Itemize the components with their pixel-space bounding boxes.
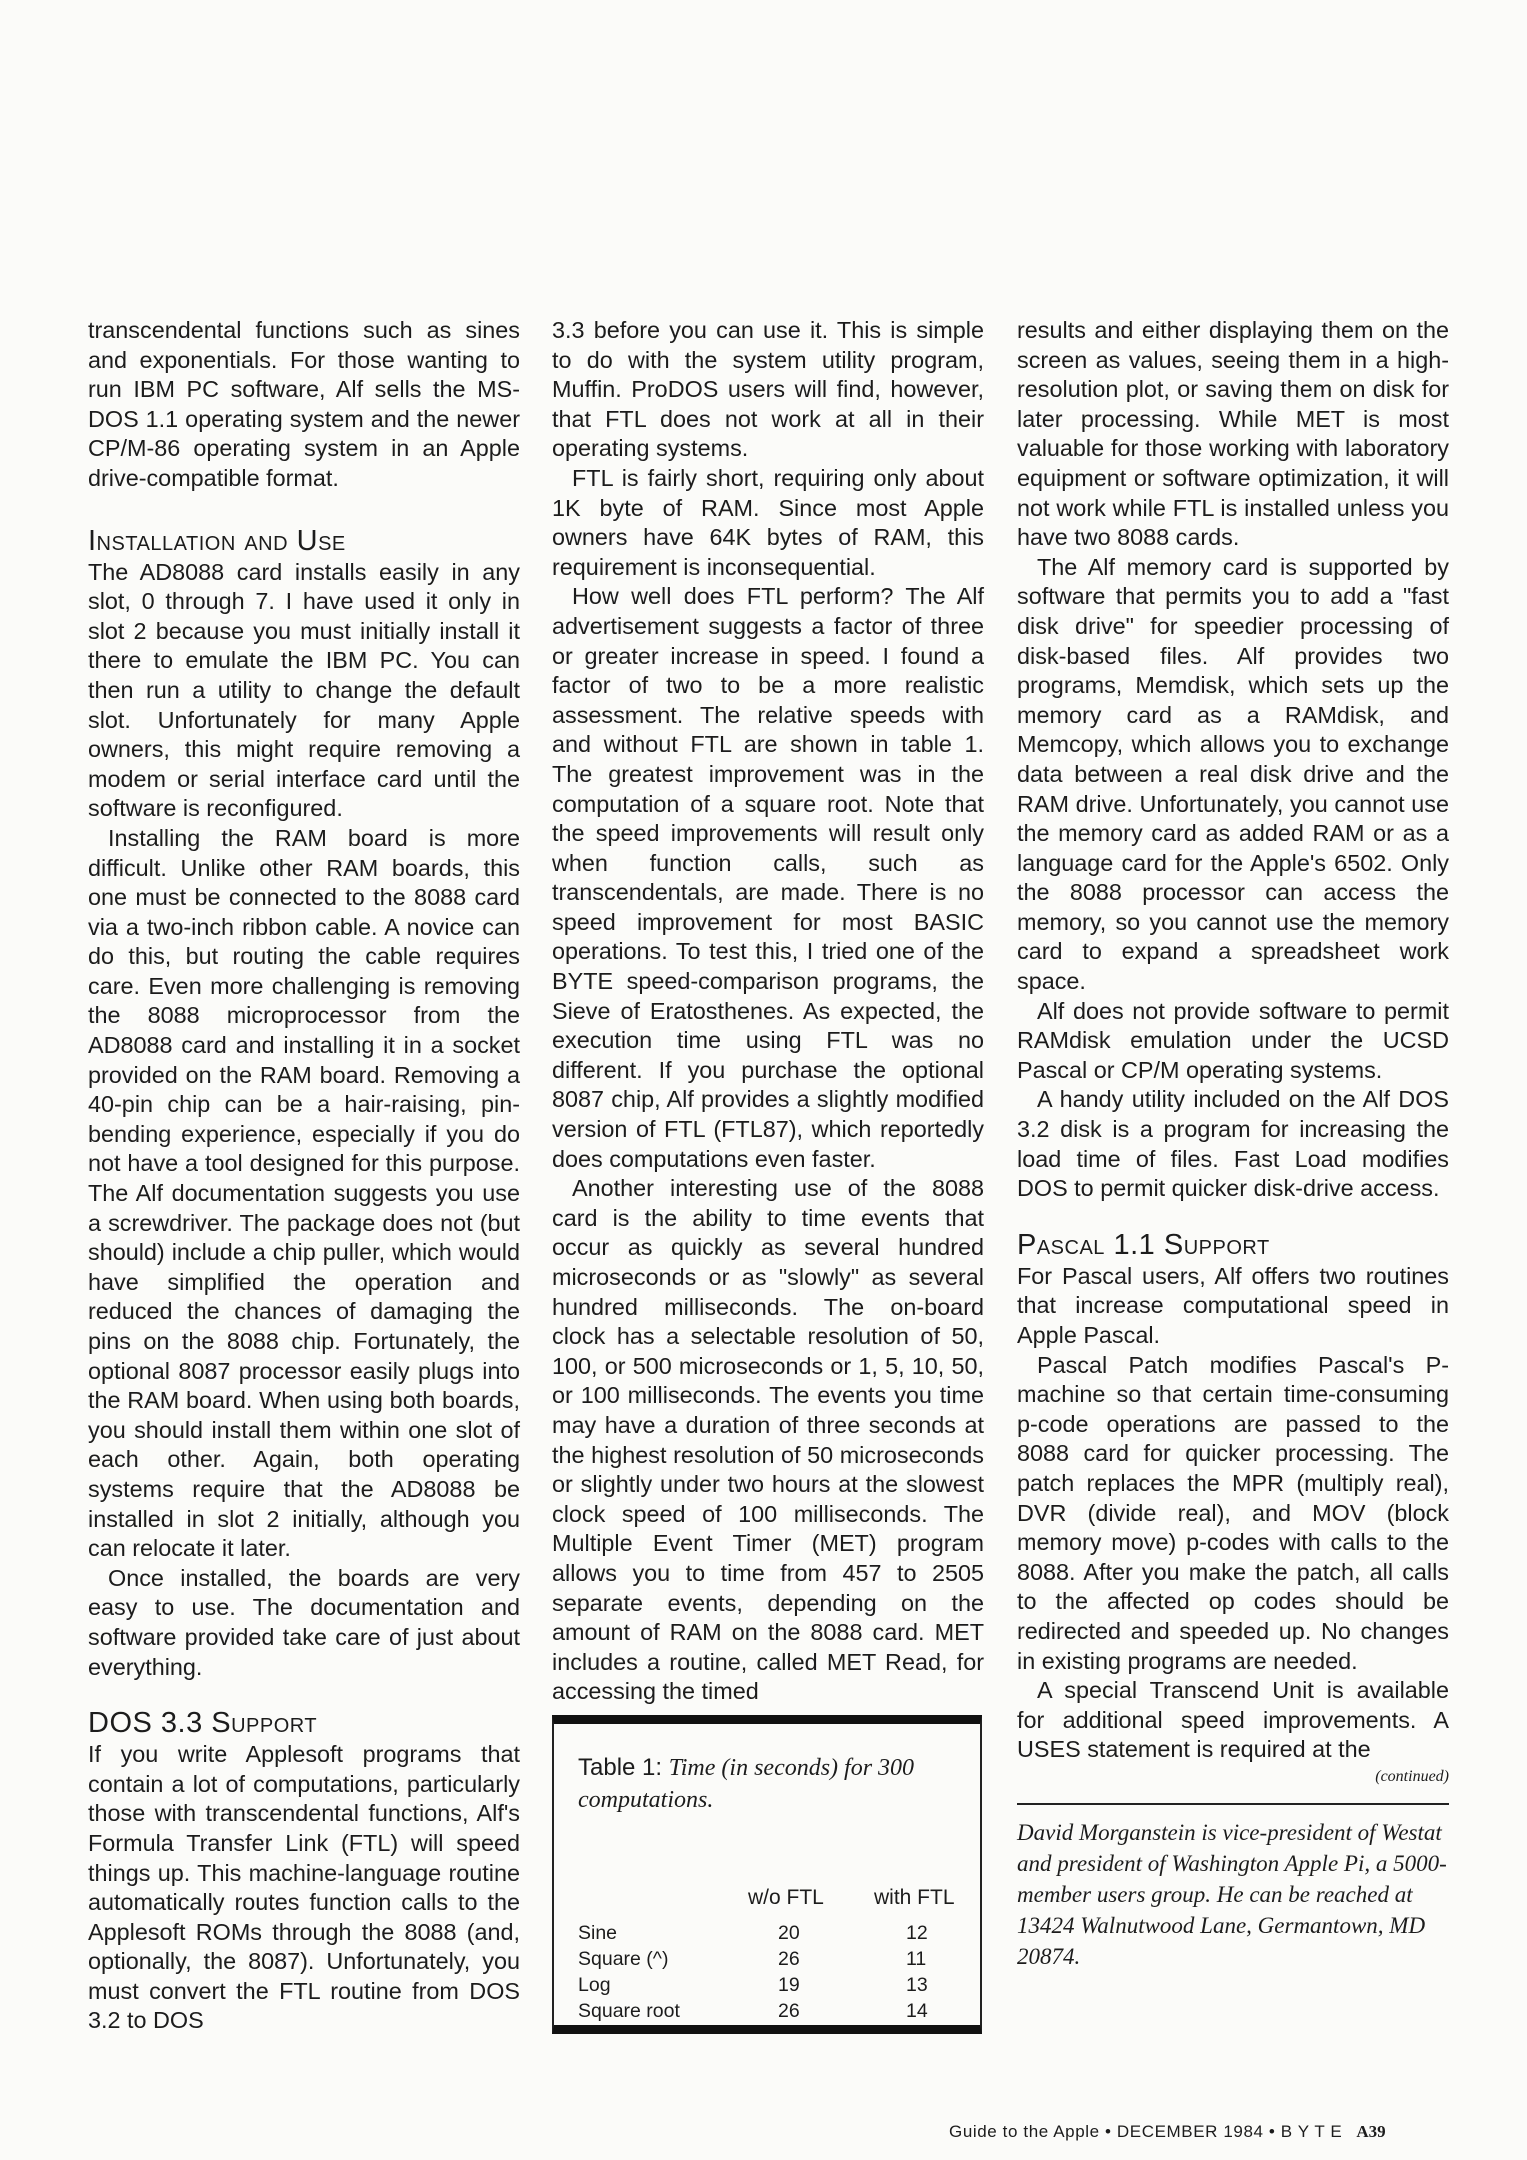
- value-with-ftl: 11: [906, 1948, 927, 1970]
- value-without-ftl: 19: [778, 1974, 800, 1996]
- paragraph: The AD8088 card installs easily in any slot, 0 through 7. I have used it only in slot 2 because you must initially install it there to emulate the IBM PC. You can then run a utility to change the default slot. Unfortunately for many Apple owners, this might require removing a modem or serial interface card until the software is reconfigured.: [88, 558, 520, 822]
- column-header-with-ftl: with FTL: [874, 1886, 955, 1909]
- paragraph: Another interesting use of the 8088 card is the ability to time events that occur as quickly as several hundred microseconds or as "slowly" as several hundred milliseconds. The on-board clock has a selectable resolution of 50, 100, or 500 microseconds or 1, 5, 10, 50, or 100 milliseconds. The events you time may have a duration of three seconds at the highest resolution of 50 microseconds or slightly under two hours at the slowest clock speed of 100 milliseconds. The Multiple Event Timer (MET) program allows you to time from 457 to 2505 separate events, depending on the amount of RAM on the 8088 card. MET includes a routine, called MET Read, for accessing the timed: [552, 1175, 984, 1705]
- footer-text: Guide to the Apple • DECEMBER 1984 • B Y T E: [949, 2122, 1343, 2141]
- paragraph: Pascal Patch modifies Pascal's P-machine so that certain time-consuming p-code operations are passed to the 8088 card for quicker processing. The patch replaces the MPR (multiply real), DVR (divide real), and MOV (block memory move) p-codes with calls to the 8088. After you make the patch, all calls to the affected op codes should be redirected and speeded up. No changes in existing programs are needed.: [1017, 1351, 1449, 1674]
- page-number: A39: [1356, 2122, 1386, 2141]
- page-footer: [949, 2122, 1386, 2142]
- row-label: Square (^): [578, 1948, 669, 1970]
- paragraph: results and either displaying them on the screen as values, seeing them in a high-resolution plot, or saving them on disk for later processing. While MET is most valuable for those working with laboratory equipment or software optimization, it will not work while FTL is installed unless you have two 8088 cards.: [1017, 317, 1449, 551]
- row-label: Square root: [578, 2000, 680, 2022]
- paragraph: FTL is fairly short, requiring only about 1K byte of RAM. Since most Apple owners have 64K bytes of RAM, this requirement is inconsequential.: [552, 464, 984, 580]
- value-without-ftl: 20: [778, 1922, 800, 1944]
- table-1: [552, 1715, 982, 2034]
- section-heading-dos: DOS 3.3 Support: [88, 1707, 318, 1740]
- column-1: [88, 316, 520, 2036]
- table-row: [578, 1922, 968, 1948]
- column-2: [552, 316, 984, 1707]
- paragraph: A special Transcend Unit is available for additional speed improvements. A USES statement is required at the: [1017, 1677, 1449, 1763]
- row-label: Sine: [578, 1922, 618, 1944]
- author-bio: David Morganstein is vice-president of Westat and president of Washington Apple Pi, a 5000-member users group. He can be reached at 13424 Walnutwood Lane, Germantown, MD 20874.: [1017, 1803, 1449, 1972]
- table-row: [578, 1948, 968, 1974]
- column-3: [1017, 316, 1449, 1972]
- value-without-ftl: 26: [778, 2000, 800, 2022]
- table-number: Table 1:: [578, 1754, 663, 1781]
- value-with-ftl: 12: [906, 1922, 928, 1944]
- continued-label: (continued): [1375, 1767, 1449, 1785]
- column-header-without-ftl: w/o FTL: [748, 1886, 824, 1909]
- paragraph: transcendental functions such as sines and exponentials. For those wanting to run IBM PC software, Alf sells the MS-DOS 1.1 operating system and the newer CP/M-86 operating system in an Apple drive-compatible format.: [88, 317, 520, 491]
- paragraph: Alf does not provide software to permit RAMdisk emulation under the UCSD Pascal or CP/M operating systems.: [1017, 997, 1449, 1083]
- paragraph: The Alf memory card is supported by software that permits you to add a "fast disk drive" for speedier processing of disk-based files. Alf provides two programs, Memdisk, which sets up the memory card as a RAMdisk, and Memcopy, which allows you to exchange data between a real disk drive and the RAM drive. Unfortunately, you cannot use the memory card as added RAM or as a language card for the Apple's 6502. Only the 8088 processor can access the memory, so you cannot use the memory card to expand a spreadsheet work space.: [1017, 553, 1449, 995]
- paragraph: A handy utility included on the Alf DOS 3.2 disk is a program for increasing the load time of files. Fast Load modifies DOS to permit quicker disk-drive access.: [1017, 1086, 1449, 1202]
- table-title: Time (in seconds) for 300 computations.: [578, 1755, 915, 1813]
- value-with-ftl: 14: [906, 2000, 928, 2022]
- section-heading-pascal: Pascal 1.1 Support: [1017, 1228, 1270, 1261]
- paragraph: Once installed, the boards are very easy to use. The documentation and software provided take care of just about everything.: [88, 1564, 520, 1680]
- table-row: [578, 1974, 968, 2000]
- section-heading-installation: Installation and Use: [88, 524, 346, 557]
- table-caption: [578, 1752, 968, 1816]
- row-label: Log: [578, 1974, 611, 1996]
- value-with-ftl: 13: [906, 1974, 928, 1996]
- paragraph: How well does FTL perform? The Alf advertisement suggests a factor of three or greater increase in speed. I found a factor of two to be a more realistic assessment. The relative speeds with and without FTL are shown in table 1. The greatest improvement was in the computation of a square root. Note that the speed improvements will result only when function calls, such as transcendentals, are made. There is no speed improvement for most BASIC operations. To test this, I tried one of the BYTE speed-comparison programs, the Sieve of Eratosthenes. As expected, the execution time using FTL was no different. If you purchase the optional 8087 chip, Alf provides a slightly modified version of FTL (FTL87), which reportedly does computations even faster.: [552, 583, 984, 1172]
- value-without-ftl: 26: [778, 1948, 800, 1970]
- table-rows: [578, 1922, 968, 2026]
- paragraph: If you write Applesoft programs that contain a lot of computations, particularly those with transcendental functions, Alf's Formula Transfer Link (FTL) will speed things up. This machine-language routine automatically routes function calls to the Applesoft ROMs through the 8088 (and, optionally, the 8087). Unfortunately, you must convert the FTL routine from DOS 3.2 to DOS: [88, 1741, 520, 2034]
- paragraph: Installing the RAM board is more difficult. Unlike other RAM boards, this one must be connected to the 8088 card via a two-inch ribbon cable. A novice can do this, but routing the cable requires care. Even more challenging is removing the 8088 microprocessor from the AD8088 card and installing it in a socket provided on the RAM board. Removing a 40-pin chip can be a hair-raising, pin-bending experience, especially if you do not have a tool designed for this purpose. The Alf documentation suggests you use a screwdriver. The package does not (but should) include a chip puller, which would have simplified the operation and reduced the chances of damaging the pins on the 8088 chip. Fortunately, the optional 8087 processor easily plugs into the RAM board. When using both boards, you should install them within one slot of each other. Again, both operating systems require that the AD8088 be installed in slot 2 initially, although you can relocate it later.: [88, 824, 520, 1562]
- table-row: [578, 2000, 968, 2026]
- paragraph: 3.3 before you can use it. This is simple to do with the system utility program, Muffin. ProDOS users will find, however, that FTL does not work at all in their operating systems.: [552, 317, 984, 462]
- paragraph: For Pascal users, Alf offers two routines that increase computational speed in Apple Pascal.: [1017, 1262, 1449, 1348]
